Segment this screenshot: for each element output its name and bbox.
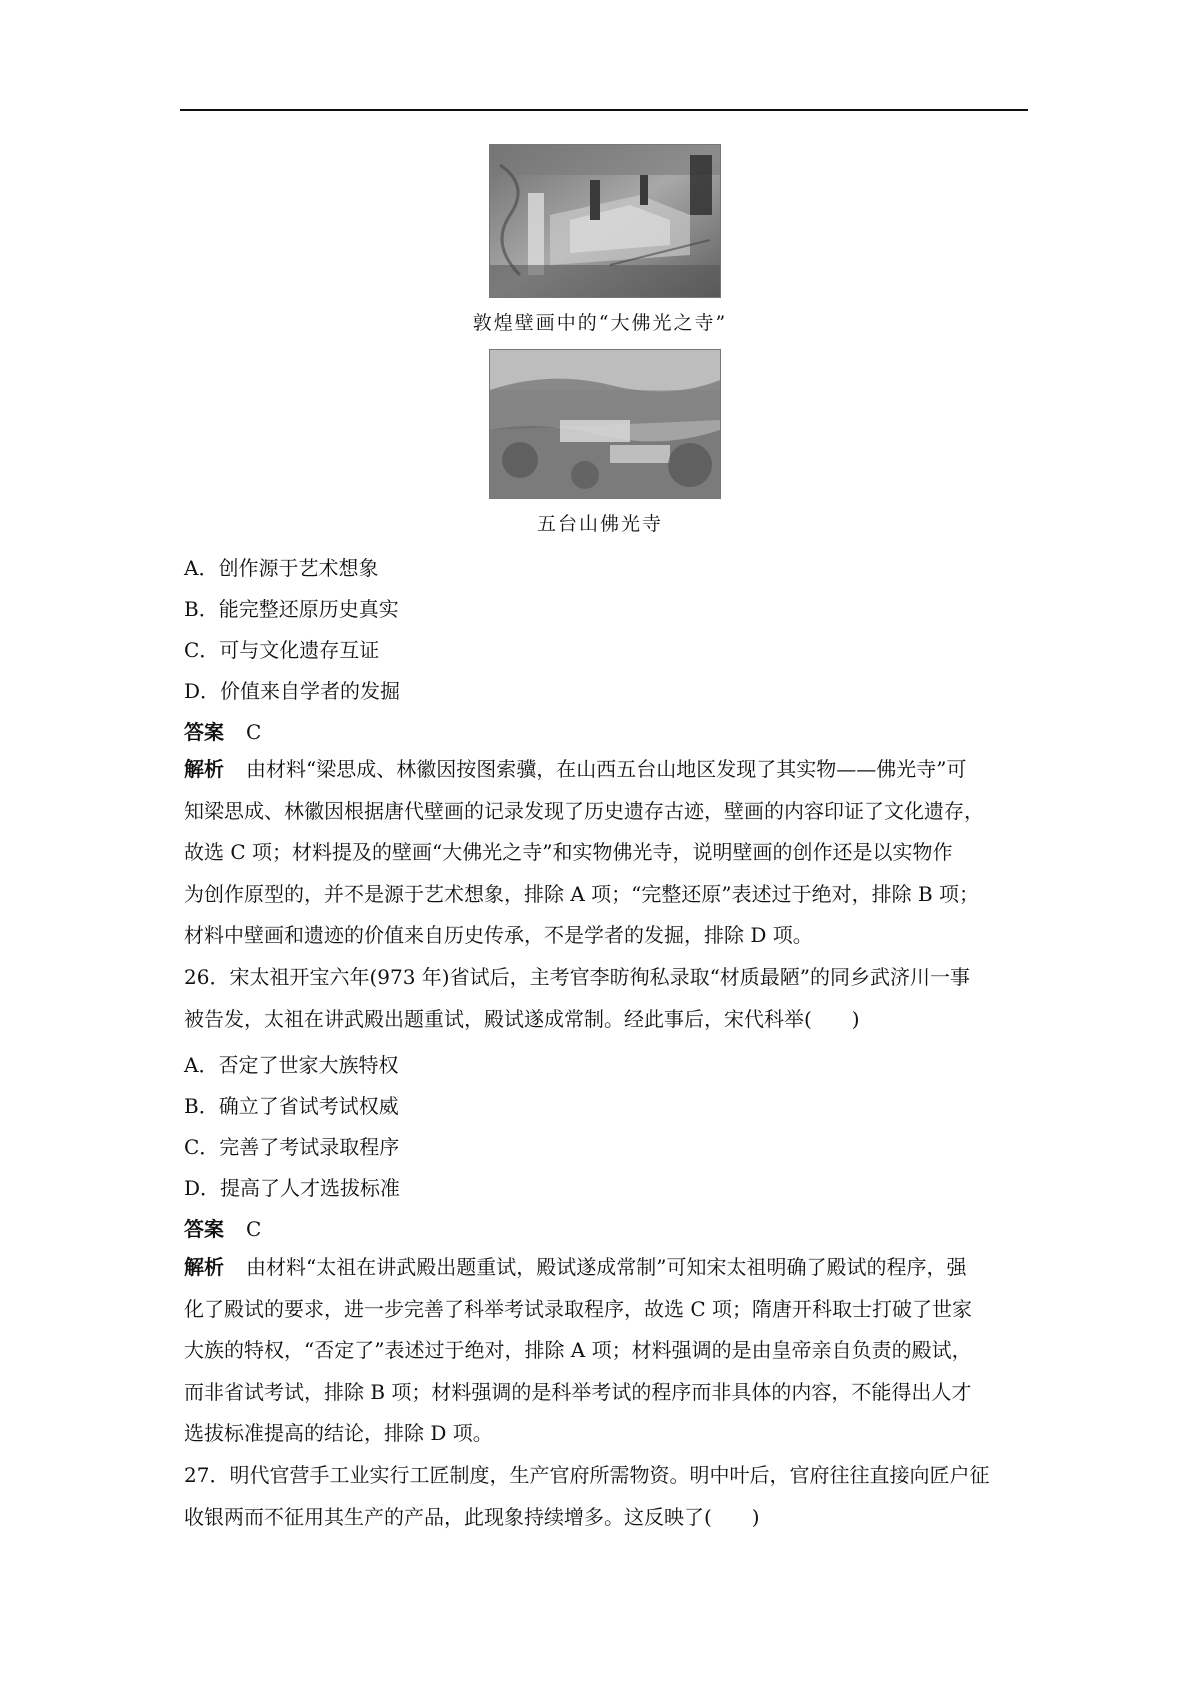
figure-caption-foguang: 五台山佛光寺 — [536, 513, 663, 535]
analysis-line: 知梁思成、林徽因根据唐代壁画的记录发现了历史遗存古迹，壁画的内容印证了文化遗存， — [184, 798, 984, 823]
figure-caption-dunhuang: 敦煌壁画中的“大佛光之寺” — [472, 312, 728, 334]
stem-line: 被告发，太祖在讲武殿出题重试，殿试遂成常制。经此事后，宋代科举( ) — [184, 1006, 860, 1031]
q25-option-a: A．创作源于艺术想象 — [184, 556, 379, 580]
q26-stem — [184, 957, 1030, 1040]
dunhuang-mural-image — [489, 144, 721, 298]
q25-option-d: D．价值来自学者的发掘 — [184, 679, 401, 703]
stem-line: 收银两而不征用其生产的产品，此现象持续增多。这反映了( ) — [184, 1504, 760, 1529]
analysis-line: 材料中壁画和遗迹的价值来自历史传承，不是学者的发掘，排除 D 项。 — [184, 923, 813, 947]
q25-option-c: C．可与文化遗存互证 — [184, 638, 380, 662]
analysis-line: 故选 C 项；材料提及的壁画“大佛光之寺”和实物佛光寺，说明壁画的创作还是以实物作 — [184, 840, 953, 864]
analysis-line: 选拔标准提高的结论，排除 D 项。 — [184, 1421, 493, 1445]
q26-option-b: B．确立了省试考试权威 — [184, 1094, 399, 1118]
analysis-label: 解析 — [184, 1255, 224, 1279]
q25-option-b: B．能完整还原历史真实 — [184, 597, 399, 621]
foguang-temple-image — [489, 349, 721, 499]
answer-value: C — [246, 1217, 262, 1241]
stem-line: 26．宋太祖开宝六年(973 年)省试后，主考官李昉徇私录取“材质最陋”的同乡武济川一事 — [184, 965, 971, 989]
analysis-line: 为创作原型的，并不是源于艺术想象，排除 A 项；“完整还原”表述过于绝对，排除 B 项； — [184, 881, 980, 906]
q26-option-a: A．否定了世家大族特权 — [184, 1053, 399, 1077]
q26-option-c: C．完善了考试录取程序 — [184, 1135, 400, 1159]
q27-stem — [184, 1455, 1030, 1538]
answer-label: 答案 — [184, 1217, 224, 1241]
q26-analysis — [184, 1247, 1030, 1455]
analysis-label: 解析 — [184, 757, 224, 781]
q26-option-d: D．提高了人才选拔标准 — [184, 1176, 401, 1200]
answer-value: C — [246, 720, 262, 744]
header-rule — [180, 109, 1028, 111]
answer-label: 答案 — [184, 720, 224, 744]
q25-answer — [184, 716, 261, 745]
q26-answer — [184, 1213, 261, 1242]
stem-line: 27．明代官营手工业实行工匠制度，生产官府所需物资。明中叶后，官府往往直接向匠户征 — [184, 1463, 990, 1487]
q25-analysis — [184, 749, 1030, 957]
analysis-line: 由材料“太祖在讲武殿出题重试，殿试遂成常制”可知宋太祖明确了殿试的程序，强 — [246, 1255, 967, 1279]
analysis-line: 而非省试考试，排除 B 项；材料强调的是科举考试的程序而非具体的内容，不能得出人才 — [184, 1379, 972, 1404]
analysis-line: 大族的特权，“否定了”表述过于绝对，排除 A 项；材料强调的是由皇帝亲自负责的殿试， — [184, 1338, 972, 1362]
analysis-line: 化了殿试的要求，进一步完善了科举考试录取程序，故选 C 项；隋唐开科取士打破了世家 — [184, 1296, 973, 1321]
analysis-line: 由材料“梁思成、林徽因按图索骥，在山西五台山地区发现了其实物——佛光寺”可 — [246, 757, 967, 781]
